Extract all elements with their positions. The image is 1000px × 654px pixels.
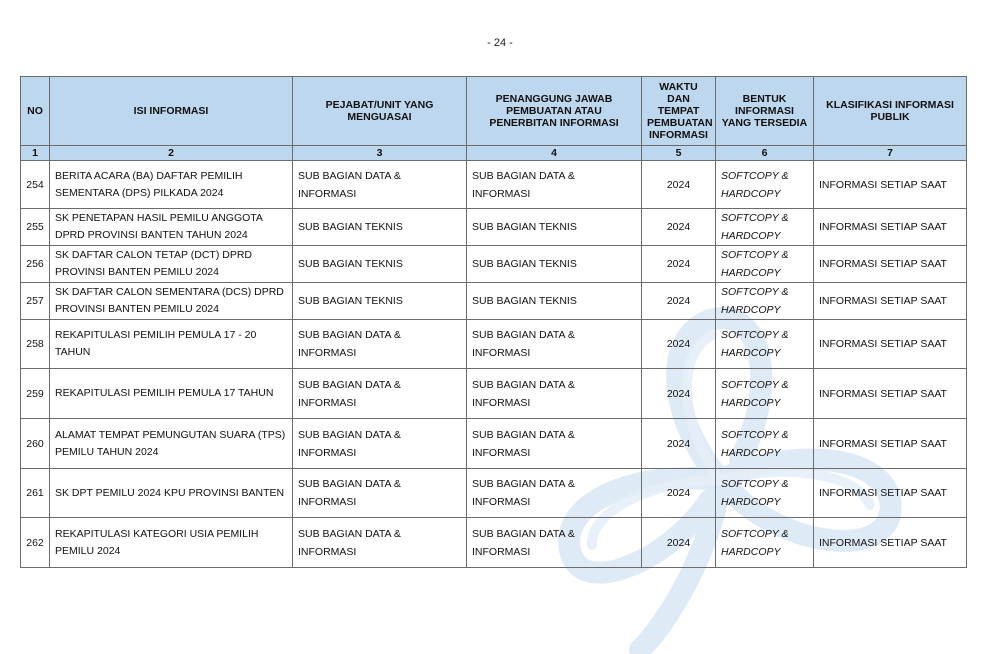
table-row bbox=[21, 246, 967, 283]
page-number: - 24 - bbox=[487, 37, 513, 49]
row-pejabat: SUB BAGIAN DATA & INFORMASI bbox=[293, 469, 467, 518]
row-klasifikasi: INFORMASI SETIAP SAAT bbox=[814, 209, 967, 246]
row-penanggung-jawab: SUB BAGIAN DATA & INFORMASI bbox=[467, 320, 642, 369]
row-penanggung-jawab: SUB BAGIAN DATA & INFORMASI bbox=[467, 518, 642, 568]
row-waktu: 2024 bbox=[642, 469, 716, 518]
row-number: 258 bbox=[21, 320, 50, 369]
row-pejabat: SUB BAGIAN DATA & INFORMASI bbox=[293, 369, 467, 419]
row-waktu: 2024 bbox=[642, 161, 716, 209]
row-waktu: 2024 bbox=[642, 246, 716, 283]
row-waktu: 2024 bbox=[642, 283, 716, 320]
row-waktu: 2024 bbox=[642, 369, 716, 419]
row-penanggung-jawab: SUB BAGIAN DATA & INFORMASI bbox=[467, 161, 642, 209]
row-number: 262 bbox=[21, 518, 50, 568]
row-number: 255 bbox=[21, 209, 50, 246]
row-penanggung-jawab: SUB BAGIAN DATA & INFORMASI bbox=[467, 419, 642, 469]
column-number: 7 bbox=[814, 146, 967, 161]
row-klasifikasi: INFORMASI SETIAP SAAT bbox=[814, 419, 967, 469]
row-number: 260 bbox=[21, 419, 50, 469]
table-row bbox=[21, 469, 967, 518]
header-pejabat: PEJABAT/UNIT YANG MENGUASAI bbox=[293, 77, 467, 146]
header-klasifikasi: KLASIFIKASI INFORMASI PUBLIK bbox=[814, 77, 967, 146]
row-isi-informasi: SK DAFTAR CALON SEMENTARA (DCS) DPRD PROVINSI BANTEN PEMILU 2024 bbox=[50, 283, 293, 320]
header-waktu: WAKTU DAN TEMPAT PEMBUATAN INFORMASI bbox=[642, 77, 716, 146]
header-no: NO bbox=[21, 77, 50, 146]
row-isi-informasi: REKAPITULASI KATEGORI USIA PEMILIH PEMILU 2024 bbox=[50, 518, 293, 568]
row-penanggung-jawab: SUB BAGIAN TEKNIS bbox=[467, 246, 642, 283]
row-isi-informasi: REKAPITULASI PEMILIH PEMULA 17 - 20 TAHUN bbox=[50, 320, 293, 369]
table-row bbox=[21, 419, 967, 469]
table-row bbox=[21, 518, 967, 568]
row-waktu: 2024 bbox=[642, 518, 716, 568]
row-isi-informasi: SK DAFTAR CALON TETAP (DCT) DPRD PROVINSI BANTEN PEMILU 2024 bbox=[50, 246, 293, 283]
row-penanggung-jawab: SUB BAGIAN DATA & INFORMASI bbox=[467, 369, 642, 419]
row-pejabat: SUB BAGIAN DATA & INFORMASI bbox=[293, 518, 467, 568]
table-row bbox=[21, 369, 967, 419]
row-klasifikasi: INFORMASI SETIAP SAAT bbox=[814, 283, 967, 320]
header-bentuk: BENTUK INFORMASI YANG TERSEDIA bbox=[716, 77, 814, 146]
row-bentuk: SOFTCOPY & HARDCOPY bbox=[716, 419, 814, 469]
row-pejabat: SUB BAGIAN DATA & INFORMASI bbox=[293, 419, 467, 469]
row-klasifikasi: INFORMASI SETIAP SAAT bbox=[814, 369, 967, 419]
row-number: 257 bbox=[21, 283, 50, 320]
row-number: 261 bbox=[21, 469, 50, 518]
row-isi-informasi: BERITA ACARA (BA) DAFTAR PEMILIH SEMENTARA (DPS) PILKADA 2024 bbox=[50, 161, 293, 209]
row-bentuk: SOFTCOPY & HARDCOPY bbox=[716, 369, 814, 419]
row-waktu: 2024 bbox=[642, 320, 716, 369]
row-number: 256 bbox=[21, 246, 50, 283]
table-row bbox=[21, 283, 967, 320]
column-number: 1 bbox=[21, 146, 50, 161]
row-isi-informasi: REKAPITULASI PEMILIH PEMULA 17 TAHUN bbox=[50, 369, 293, 419]
row-penanggung-jawab: SUB BAGIAN TEKNIS bbox=[467, 209, 642, 246]
row-pejabat: SUB BAGIAN DATA & INFORMASI bbox=[293, 161, 467, 209]
row-isi-informasi: SK DPT PEMILU 2024 KPU PROVINSI BANTEN bbox=[50, 469, 293, 518]
row-bentuk: SOFTCOPY & HARDCOPY bbox=[716, 320, 814, 369]
table-row bbox=[21, 209, 967, 246]
column-number: 5 bbox=[642, 146, 716, 161]
row-pejabat: SUB BAGIAN DATA & INFORMASI bbox=[293, 320, 467, 369]
column-number: 6 bbox=[716, 146, 814, 161]
information-table bbox=[20, 76, 967, 568]
row-pejabat: SUB BAGIAN TEKNIS bbox=[293, 246, 467, 283]
row-klasifikasi: INFORMASI SETIAP SAAT bbox=[814, 469, 967, 518]
row-waktu: 2024 bbox=[642, 209, 716, 246]
row-pejabat: SUB BAGIAN TEKNIS bbox=[293, 209, 467, 246]
header-isi-informasi: ISI INFORMASI bbox=[50, 77, 293, 146]
row-bentuk: SOFTCOPY & HARDCOPY bbox=[716, 209, 814, 246]
row-bentuk: SOFTCOPY & HARDCOPY bbox=[716, 518, 814, 568]
row-klasifikasi: INFORMASI SETIAP SAAT bbox=[814, 246, 967, 283]
row-bentuk: SOFTCOPY & HARDCOPY bbox=[716, 469, 814, 518]
row-number: 254 bbox=[21, 161, 50, 209]
row-waktu: 2024 bbox=[642, 419, 716, 469]
row-bentuk: SOFTCOPY & HARDCOPY bbox=[716, 283, 814, 320]
row-bentuk: SOFTCOPY & HARDCOPY bbox=[716, 246, 814, 283]
column-number: 4 bbox=[467, 146, 642, 161]
row-number: 259 bbox=[21, 369, 50, 419]
table-row bbox=[21, 320, 967, 369]
column-number: 3 bbox=[293, 146, 467, 161]
row-pejabat: SUB BAGIAN TEKNIS bbox=[293, 283, 467, 320]
header-row bbox=[21, 77, 967, 146]
row-isi-informasi: SK PENETAPAN HASIL PEMILU ANGGOTA DPRD PROVINSI BANTEN TAHUN 2024 bbox=[50, 209, 293, 246]
row-bentuk: SOFTCOPY & HARDCOPY bbox=[716, 161, 814, 209]
row-penanggung-jawab: SUB BAGIAN TEKNIS bbox=[467, 283, 642, 320]
column-number: 2 bbox=[50, 146, 293, 161]
header-penanggung-jawab: PENANGGUNG JAWAB PEMBUATAN ATAU PENERBITAN INFORMASI bbox=[467, 77, 642, 146]
row-klasifikasi: INFORMASI SETIAP SAAT bbox=[814, 518, 967, 568]
column-number-row bbox=[21, 146, 967, 161]
table-row bbox=[21, 161, 967, 209]
row-klasifikasi: INFORMASI SETIAP SAAT bbox=[814, 161, 967, 209]
row-penanggung-jawab: SUB BAGIAN DATA & INFORMASI bbox=[467, 469, 642, 518]
row-isi-informasi: ALAMAT TEMPAT PEMUNGUTAN SUARA (TPS) PEMILU TAHUN 2024 bbox=[50, 419, 293, 469]
row-klasifikasi: INFORMASI SETIAP SAAT bbox=[814, 320, 967, 369]
